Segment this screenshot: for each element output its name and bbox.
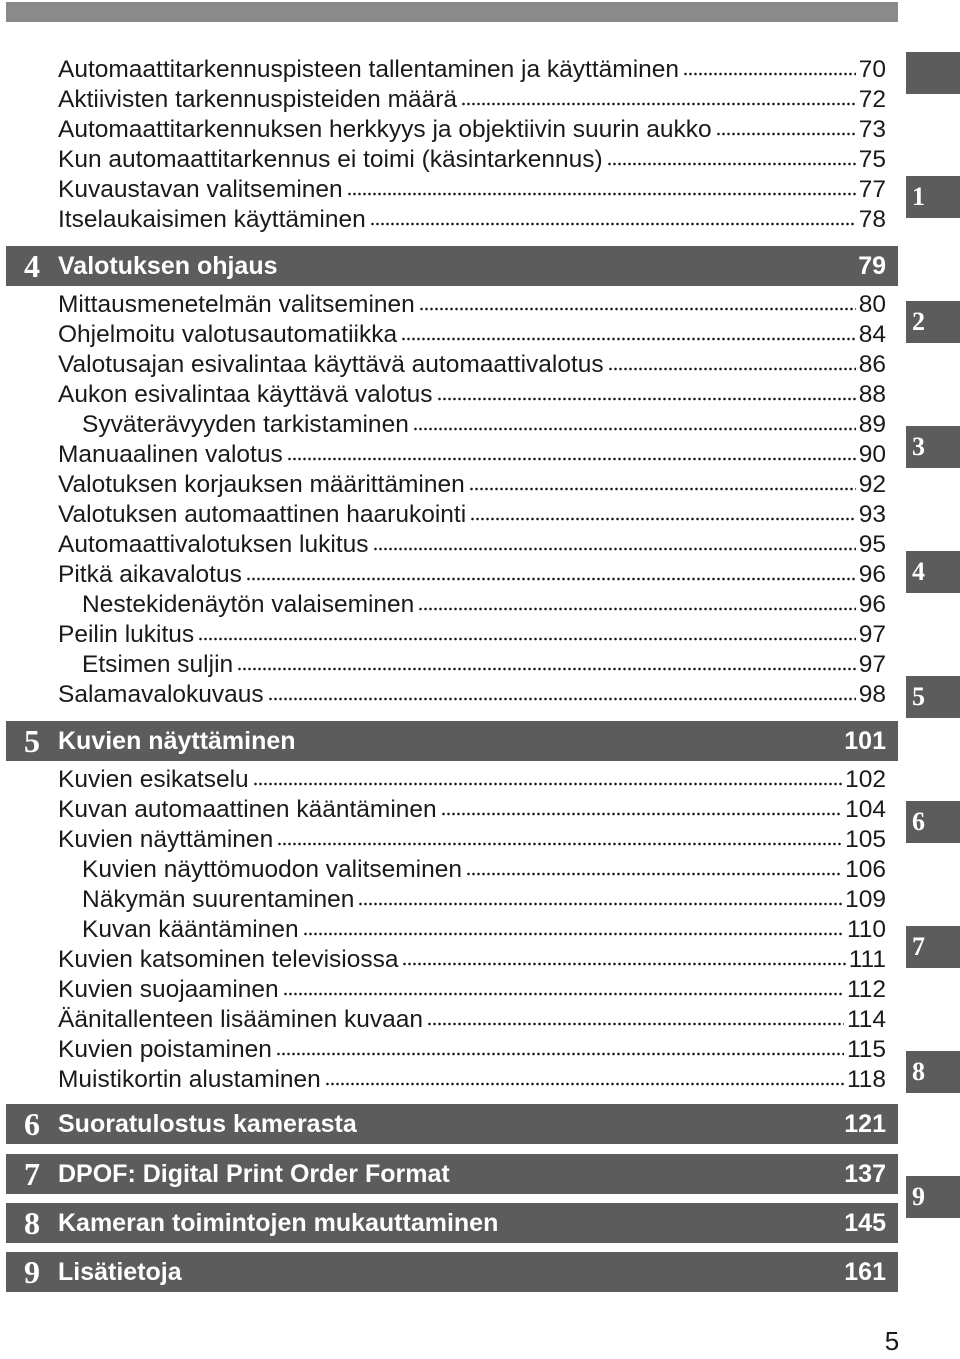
- toc-entry-title: Aukon esivalintaa käyttävä valotus: [58, 381, 433, 408]
- toc-entry-page: 90: [858, 441, 886, 468]
- toc-entry-title: Itselaukaisimen käyttäminen: [58, 206, 366, 233]
- dot-leader: [358, 900, 842, 908]
- page-number: 5: [884, 1326, 900, 1356]
- chapter-heading[interactable]: [6, 1252, 898, 1292]
- toc-entry-page: 111: [848, 946, 886, 973]
- toc-entry[interactable]: [58, 1005, 886, 1035]
- toc-entry[interactable]: [58, 500, 886, 530]
- toc-subentry[interactable]: [82, 915, 886, 945]
- toc-entry-page: 78: [858, 206, 886, 233]
- dot-leader: [608, 365, 856, 373]
- chapter-page: 145: [844, 1208, 886, 1237]
- toc-entry[interactable]: [58, 795, 886, 825]
- toc-entry-title: Kuvan kääntäminen: [82, 916, 299, 943]
- dot-leader: [237, 665, 856, 673]
- toc-entry-page: 72: [858, 86, 886, 113]
- dot-leader: [461, 100, 856, 108]
- toc-entry-page: 115: [846, 1036, 886, 1063]
- toc-entry-page: 98: [858, 681, 886, 708]
- toc-entry-page: 80: [858, 291, 886, 318]
- dot-leader: [418, 605, 855, 613]
- chapter-title: Valotuksen ohjaus: [58, 251, 278, 280]
- toc-entry-page: 114: [846, 1006, 886, 1033]
- chapter-tab[interactable]: 4: [906, 551, 960, 593]
- dot-leader: [437, 395, 856, 403]
- chapter-page: 137: [844, 1159, 886, 1188]
- toc-subentry[interactable]: [82, 855, 886, 885]
- toc-entry-page: 118: [846, 1066, 886, 1093]
- toc-entry-title: Manuaalinen valotus: [58, 441, 283, 468]
- toc-entry[interactable]: [58, 825, 886, 855]
- toc-entry-page: 86: [858, 351, 886, 378]
- dot-leader: [466, 870, 842, 878]
- chapter-heading[interactable]: [6, 246, 898, 286]
- toc-entry[interactable]: [58, 945, 886, 975]
- toc-entry[interactable]: [58, 620, 886, 650]
- dot-leader: [303, 930, 844, 938]
- toc-entry[interactable]: [58, 55, 886, 85]
- dot-leader: [246, 575, 856, 583]
- chapter-title: Kameran toimintojen mukauttaminen: [58, 1208, 499, 1237]
- toc-entry-title: Kuvien esikatselu: [58, 766, 249, 793]
- toc-entry[interactable]: [58, 1035, 886, 1065]
- toc-entry-title: Äänitallenteen lisääminen kuvaan: [58, 1006, 424, 1033]
- chapter-number: 6: [24, 1105, 40, 1142]
- toc-entry-page: 95: [858, 531, 886, 558]
- toc-subentry[interactable]: [82, 650, 886, 680]
- chapter-title: DPOF: Digital Print Order Format: [58, 1159, 450, 1188]
- toc-subentry[interactable]: [82, 885, 886, 915]
- toc-entry-title: Kuvien näyttäminen: [58, 826, 274, 853]
- toc-entry[interactable]: [58, 1065, 886, 1095]
- dot-leader: [347, 190, 856, 198]
- toc-entry-page: 106: [845, 856, 886, 883]
- toc-entry[interactable]: [58, 680, 886, 710]
- toc-entry-page: 89: [858, 411, 886, 438]
- chapter-tab[interactable]: 1: [906, 176, 960, 218]
- dot-leader: [283, 990, 844, 998]
- chapter-number: 9: [24, 1253, 40, 1290]
- toc-entry[interactable]: [58, 350, 886, 380]
- toc-entry-title: Mittausmenetelmän valitseminen: [58, 291, 415, 318]
- toc-entry-title: Valotuksen automaattinen haarukointi: [58, 501, 467, 528]
- toc-entry-page: 102: [845, 766, 886, 793]
- toc-subentry[interactable]: [82, 410, 886, 440]
- toc-entry-title: Kuvan automaattinen kääntäminen: [58, 796, 437, 823]
- toc-entry-page: 104: [845, 796, 886, 823]
- chapter-tab[interactable]: 9: [906, 1176, 960, 1218]
- toc-entry[interactable]: [58, 560, 886, 590]
- chapter-page: 79: [858, 251, 886, 280]
- toc-entry-title: Etsimen suljin: [82, 651, 234, 678]
- toc-entry-title: Valotusajan esivalintaa käyttävä automaattivalotus: [58, 351, 604, 378]
- chapter-heading[interactable]: [6, 721, 898, 761]
- chapter-tab[interactable]: 6: [906, 801, 960, 843]
- dot-leader: [419, 305, 856, 313]
- toc-entry-title: Salamavalokuvaus: [58, 681, 264, 708]
- toc-entry-title: Automaattivalotuksen lukitus: [58, 531, 369, 558]
- toc-entry-page: 93: [858, 501, 886, 528]
- toc-entry-title: Kuvien näyttömuodon valitseminen: [82, 856, 462, 883]
- toc-entry[interactable]: [58, 115, 886, 145]
- chapter-tab[interactable]: 3: [906, 426, 960, 468]
- toc-entry[interactable]: [58, 175, 886, 205]
- toc-entry[interactable]: [58, 765, 886, 795]
- dot-leader: [373, 545, 856, 553]
- toc-subentry[interactable]: [82, 590, 886, 620]
- dot-leader: [276, 1050, 844, 1058]
- toc-entry-title: Kuvien suojaaminen: [58, 976, 279, 1003]
- dot-leader: [401, 335, 856, 343]
- chapter-number: 7: [24, 1155, 40, 1192]
- toc-entry-page: 110: [846, 916, 886, 943]
- dot-leader: [716, 130, 856, 138]
- dot-leader: [287, 455, 856, 463]
- toc-entry-title: Automaattitarkennuspisteen tallentaminen ja käyttäminen: [58, 56, 680, 83]
- chapter-page: 161: [844, 1257, 886, 1286]
- chapter-page: 121: [844, 1109, 886, 1138]
- toc-entry-title: Kuvien poistaminen: [58, 1036, 272, 1063]
- toc-entry-page: 97: [858, 621, 886, 648]
- chapter-heading[interactable]: [6, 1154, 898, 1194]
- toc-entry-title: Kuvaustavan valitseminen: [58, 176, 343, 203]
- dot-leader: [607, 160, 856, 168]
- toc-entry-page: 97: [858, 651, 886, 678]
- chapter-title: Suoratulostus kamerasta: [58, 1109, 357, 1138]
- dot-leader: [470, 515, 856, 523]
- dot-leader: [370, 220, 856, 228]
- chapter-tab[interactable]: 8: [906, 1051, 960, 1093]
- chapter-tab[interactable]: [906, 52, 960, 94]
- toc-entry-title: Kun automaattitarkennus ei toimi (käsintarkennus): [58, 146, 603, 173]
- toc-entry-page: 77: [858, 176, 886, 203]
- toc-entry-title: Muistikortin alustaminen: [58, 1066, 321, 1093]
- toc-entry[interactable]: [58, 320, 886, 350]
- toc-entry[interactable]: [58, 205, 886, 235]
- dot-leader: [413, 425, 856, 433]
- toc-entry[interactable]: [58, 145, 886, 175]
- chapter-title: Lisätietoja: [58, 1257, 182, 1286]
- dot-leader: [427, 1020, 844, 1028]
- toc-entry-page: 96: [858, 561, 886, 588]
- toc-entry-page: 105: [845, 826, 886, 853]
- toc-entry[interactable]: [58, 440, 886, 470]
- toc-entry-title: Näkymän suurentaminen: [82, 886, 355, 913]
- toc-entry[interactable]: [58, 290, 886, 320]
- toc-entry[interactable]: [58, 85, 886, 115]
- chapter-heading[interactable]: [6, 1203, 898, 1243]
- chapter-number: 4: [24, 247, 40, 284]
- dot-leader: [198, 635, 856, 643]
- chapter-title: Kuvien näyttäminen: [58, 726, 296, 755]
- toc-entry-title: Kuvien katsominen televisiossa: [58, 946, 399, 973]
- toc-entry-page: 96: [858, 591, 886, 618]
- toc-entry-title: Valotuksen korjauksen määrittäminen: [58, 471, 465, 498]
- chapter-tab[interactable]: 5: [906, 676, 960, 718]
- toc-entry[interactable]: [58, 530, 886, 560]
- toc-entry[interactable]: [58, 975, 886, 1005]
- toc-entry-title: Pitkä aikavalotus: [58, 561, 242, 588]
- dot-leader: [469, 485, 856, 493]
- dot-leader: [402, 960, 845, 968]
- toc-entry[interactable]: [58, 470, 886, 500]
- toc-entry-page: 88: [858, 381, 886, 408]
- dot-leader: [253, 780, 842, 788]
- dot-leader: [441, 810, 842, 818]
- toc-entry-title: Ohjelmoitu valotusautomatiikka: [58, 321, 398, 348]
- toc-entry-title: Aktiivisten tarkennuspisteiden määrä: [58, 86, 458, 113]
- toc-entry-title: Syväterävyyden tarkistaminen: [82, 411, 409, 438]
- dot-leader: [683, 70, 856, 78]
- chapter-tab[interactable]: 7: [906, 926, 960, 968]
- toc-entry-page: 84: [858, 321, 886, 348]
- toc-entry-page: 70: [858, 56, 886, 83]
- toc-entry-page: 73: [858, 116, 886, 143]
- toc-entry-page: 75: [858, 146, 886, 173]
- toc-entry-title: Nestekidenäytön valaiseminen: [82, 591, 415, 618]
- chapter-number: 8: [24, 1204, 40, 1241]
- toc-entry[interactable]: [58, 380, 886, 410]
- chapter-page: 101: [844, 726, 886, 755]
- chapter-number: 5: [24, 722, 40, 759]
- dot-leader: [277, 840, 842, 848]
- toc-entry-page: 112: [846, 976, 886, 1003]
- toc-entry-page: 109: [845, 886, 886, 913]
- chapter-heading[interactable]: [6, 1104, 898, 1144]
- toc-entry-title: Automaattitarkennuksen herkkyys ja objektiivin suurin aukko: [58, 116, 712, 143]
- toc-entry-title: Peilin lukitus: [58, 621, 195, 648]
- dot-leader: [325, 1080, 844, 1088]
- toc-entry-page: 92: [858, 471, 886, 498]
- chapter-tab[interactable]: 2: [906, 301, 960, 343]
- dot-leader: [268, 695, 856, 703]
